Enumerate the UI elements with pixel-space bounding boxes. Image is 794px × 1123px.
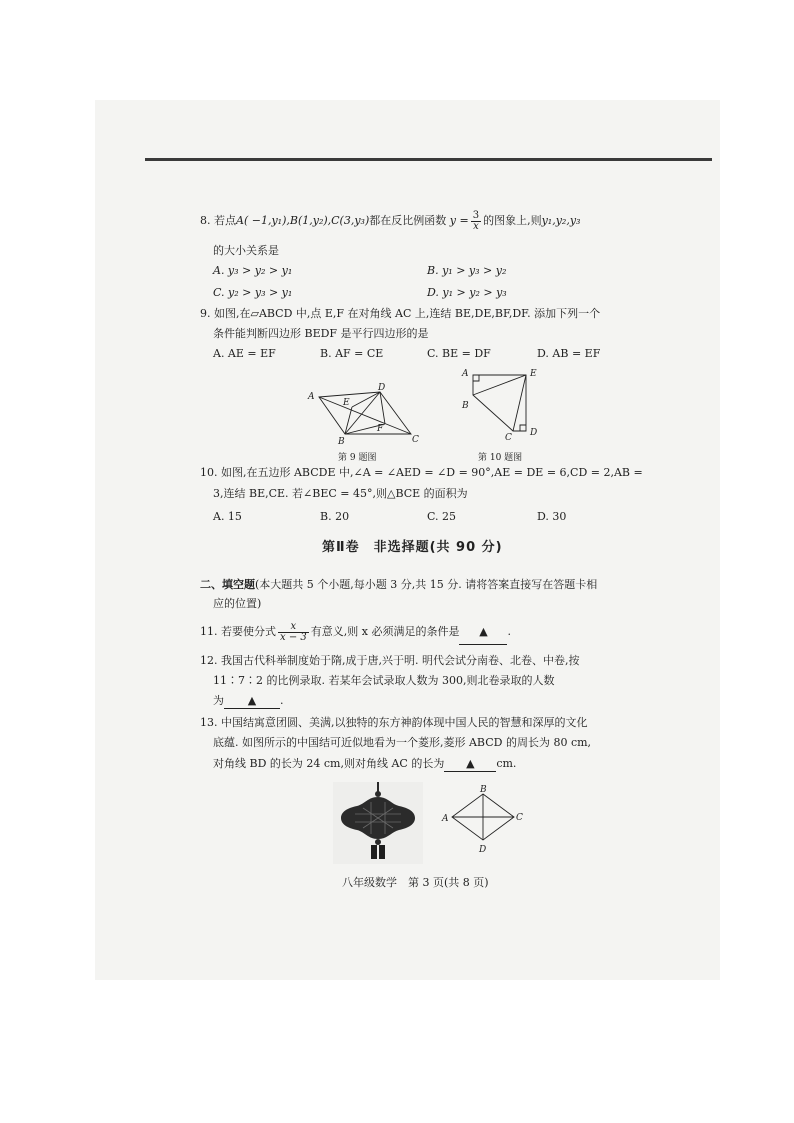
q8-fraction-numerator: 3 bbox=[472, 209, 480, 221]
label-c: C bbox=[516, 813, 523, 823]
q13-text-post: cm. bbox=[496, 757, 517, 770]
figure-9-caption: 第 9 题图 bbox=[338, 453, 377, 463]
label-d: D bbox=[530, 428, 538, 438]
label-c: C bbox=[412, 435, 419, 445]
q11-fraction bbox=[278, 622, 309, 643]
label-b: B bbox=[462, 401, 469, 411]
header-rule bbox=[145, 158, 712, 161]
q11-text-pre: 11. 若要使分式 bbox=[200, 625, 276, 638]
label-a: A bbox=[442, 814, 449, 824]
segment-be bbox=[473, 375, 526, 395]
page-footer: 八年级数学 第 3 页(共 8 页) bbox=[342, 876, 489, 889]
q8-option-c: C. y₂ > y₃ > y₁ bbox=[213, 286, 293, 299]
figure-10-caption: 第 10 题图 bbox=[478, 453, 523, 463]
q8-option-b: B. y₁ > y₃ > y₂ bbox=[427, 264, 507, 277]
q8-points: A( −1,y₁),B(1,y₂),C(3,y₃) bbox=[236, 214, 370, 227]
q8-option-a: A. y₃ > y₂ > y₁ bbox=[213, 264, 293, 277]
knot-tassel-left bbox=[371, 845, 377, 859]
q8-number: 8. bbox=[200, 214, 211, 227]
rhombus-figure bbox=[440, 782, 530, 856]
q13-text-pre: 对角线 BD 的长为 24 cm,则对角线 AC 的长为 bbox=[213, 757, 445, 770]
fill-section-line2: 应的位置) bbox=[213, 597, 262, 610]
chinese-knot-image bbox=[333, 782, 423, 864]
q13-line3 bbox=[213, 757, 516, 772]
q11-text-end: . bbox=[507, 625, 511, 638]
q8-option-d: D. y₁ > y₂ > y₃ bbox=[427, 286, 507, 299]
q9-option-c: C. BE = DF bbox=[427, 347, 491, 360]
q13-answer-blank[interactable]: ▲ bbox=[444, 757, 496, 772]
q8-vars: y₁,y₂,y₃ bbox=[541, 214, 581, 227]
label-a: A bbox=[308, 392, 315, 402]
pentagon-abcde bbox=[473, 375, 526, 431]
q12-text-pre: 为 bbox=[213, 694, 224, 707]
q8-fraction bbox=[471, 211, 481, 232]
q13-line2: 底蕴. 如图所示的中国结可近似地看为一个菱形,菱形 ABCD 的周长为 80 cm, bbox=[213, 736, 592, 749]
knot-bottom-bead bbox=[375, 839, 381, 845]
part-2-title: 第Ⅱ卷 非选择题(共 90 分) bbox=[322, 540, 503, 555]
q8-fraction-denominator: x bbox=[473, 220, 479, 232]
q8-line2: 的大小关系是 bbox=[213, 244, 279, 257]
label-e: E bbox=[530, 369, 537, 379]
segment-df bbox=[380, 392, 385, 424]
q8-stem bbox=[200, 210, 580, 232]
label-d: D bbox=[479, 845, 487, 855]
label-d: D bbox=[378, 383, 386, 393]
q12-text-end: . bbox=[280, 694, 284, 707]
figure-10-pentagon bbox=[458, 363, 548, 447]
q12-line1: 12. 我国古代科举制度始于隋,成于唐,兴于明. 明代会试分南卷、北卷、中卷,按 bbox=[200, 654, 580, 667]
label-c: C bbox=[505, 433, 512, 443]
right-angle-d bbox=[520, 425, 526, 431]
label-b: B bbox=[338, 437, 345, 447]
q8-function-lhs: y = bbox=[449, 214, 469, 227]
q11-fraction-numerator: x bbox=[278, 622, 309, 633]
q12-line2: 11∶7∶2 的比例录取. 若某年会试录取人数为 300,则北卷录取的人数 bbox=[213, 674, 555, 687]
label-b: B bbox=[480, 785, 487, 795]
q13-line1: 13. 中国结寓意团圆、美满,以独特的东方神韵体现中国人民的智慧和深厚的文化 bbox=[200, 716, 588, 729]
q9-line1: 9. 如图,在▱ABCD 中,点 E,F 在对角线 AC 上,连结 BE,DE,BF,DF. 添加下列一个 bbox=[200, 307, 601, 320]
fill-section-line1 bbox=[200, 578, 597, 592]
q8-text-a: 若点 bbox=[214, 214, 236, 227]
q11-fraction-denominator: x − 3 bbox=[280, 631, 307, 643]
q10-option-b: B. 20 bbox=[320, 510, 350, 523]
q8-text-b: 都在反比例函数 bbox=[369, 214, 447, 227]
q11-answer-blank[interactable]: ▲ bbox=[459, 620, 507, 645]
figure-9-parallelogram bbox=[305, 380, 425, 448]
q11-text-post: 有意义,则 x 必须满足的条件是 bbox=[310, 625, 460, 638]
q10-line2: 3,连结 BE,CE. 若∠BEC = 45°,则△BCE 的面积为 bbox=[213, 487, 468, 500]
q9-option-d: D. AB = EF bbox=[537, 347, 601, 360]
q10-option-a: A. 15 bbox=[213, 510, 242, 523]
q9-option-a: A. AE = EF bbox=[213, 347, 276, 360]
q12-line3 bbox=[213, 694, 284, 709]
parallelogram-abcd bbox=[319, 392, 411, 434]
segment-ce bbox=[513, 375, 526, 431]
fill-section-intro: (本大题共 5 个小题,每小题 3 分,共 15 分. 请将答案直接写在答题卡相 bbox=[255, 578, 598, 591]
q10-option-d: D. 30 bbox=[537, 510, 567, 523]
q10-option-c: C. 25 bbox=[427, 510, 457, 523]
q8-text-c: 的图象上,则 bbox=[483, 214, 542, 227]
q11 bbox=[200, 620, 511, 644]
fill-section-heading: 二、填空题 bbox=[200, 578, 255, 591]
knot-top-bead bbox=[375, 791, 381, 797]
label-f: F bbox=[377, 424, 384, 434]
label-e: E bbox=[343, 398, 350, 408]
q9-option-b: B. AF = CE bbox=[320, 347, 384, 360]
q10-line1: 10. 如图,在五边形 ABCDE 中,∠A = ∠AED = ∠D = 90°,AE = DE = 6,CD = 2,AB = bbox=[200, 466, 643, 479]
q9-line2: 条件能判断四边形 BEDF 是平行四边形的是 bbox=[213, 327, 429, 340]
right-angle-a bbox=[473, 375, 479, 381]
label-a: A bbox=[462, 369, 469, 379]
knot-tassel-right bbox=[379, 845, 385, 859]
q12-answer-blank[interactable]: ▲ bbox=[224, 694, 280, 709]
